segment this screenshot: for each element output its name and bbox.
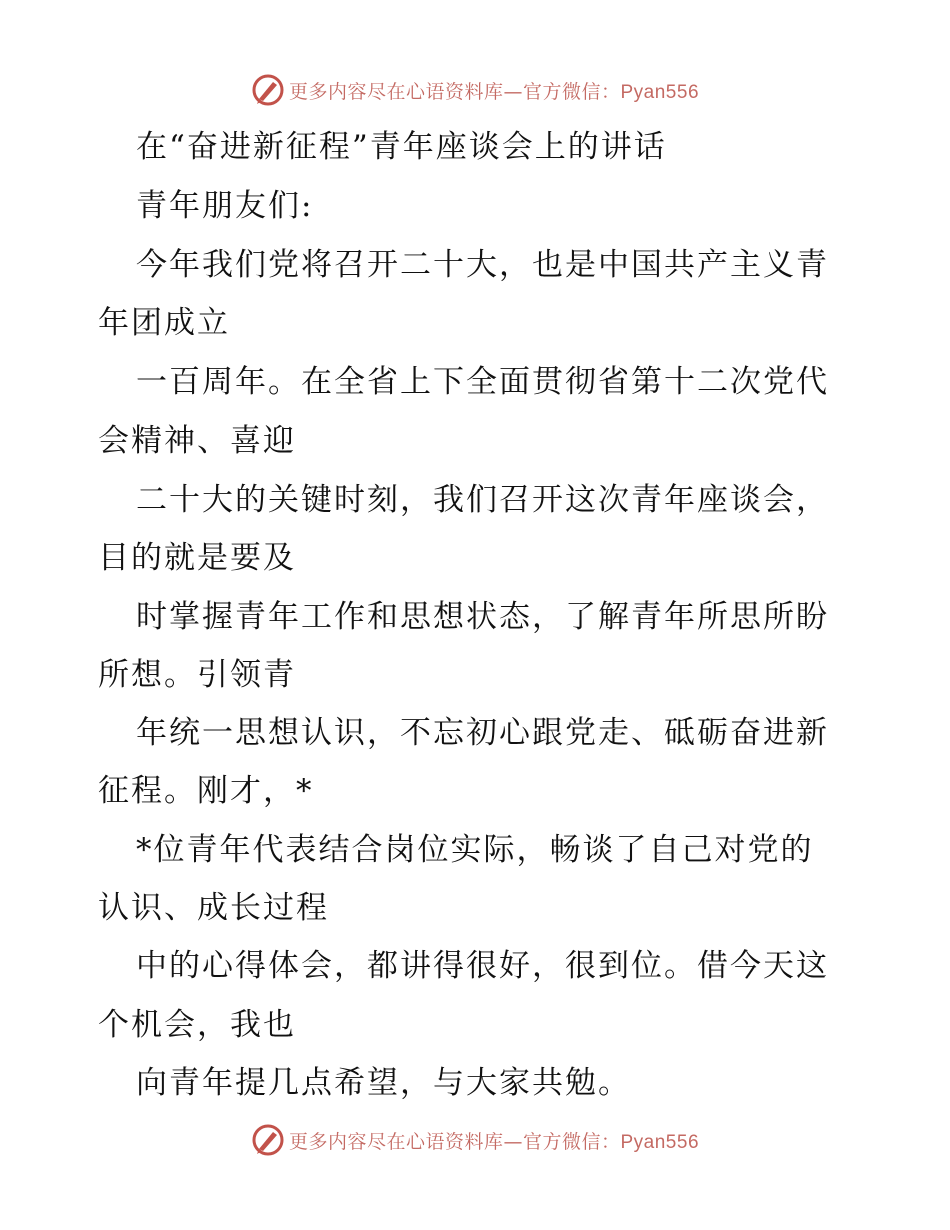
paragraph-line: *位青年代表结合岗位实际，畅谈了自己对党的 bbox=[136, 832, 814, 868]
paragraph-line: 二十大的关键时刻，我们召开这次青年座谈会， bbox=[136, 482, 829, 518]
paragraph-line: 向青年提几点希望，与大家共勉。 bbox=[136, 1065, 631, 1101]
salutation: 青年朋友们: bbox=[136, 188, 314, 224]
paragraph-line: 中的心得体会，都讲得很好，很到位。借今天这 bbox=[136, 948, 829, 984]
header-watermark-label: 更多内容尽在心语资料库—官方微信： bbox=[288, 80, 621, 103]
paragraph-line: 个机会，我也 bbox=[98, 1007, 296, 1043]
footer-watermark-banner bbox=[0, 1122, 950, 1158]
header-wechat-id: Pyan556 bbox=[620, 81, 700, 103]
paragraph-line: 征程。刚才，* bbox=[98, 773, 314, 809]
paragraph-line: 年团成立 bbox=[98, 305, 230, 341]
paragraph-line: 今年我们党将召开二十大，也是中国共产主义青 bbox=[136, 247, 829, 283]
footer-wechat-id: Pyan556 bbox=[620, 1131, 700, 1153]
paragraph-line: 一百周年。在全省上下全面贯彻省第十二次党代 bbox=[136, 364, 829, 400]
paragraph-line: 时掌握青年工作和思想状态，了解青年所思所盼 bbox=[136, 599, 829, 635]
paragraph-line: 会精神、喜迎 bbox=[98, 423, 296, 459]
pen-logo-icon bbox=[251, 1123, 285, 1157]
paragraph-line: 认识、成长过程 bbox=[98, 890, 329, 926]
footer-watermark-text bbox=[289, 1127, 699, 1154]
document-title: 在“奋进新征程”青年座谈会上的讲话 bbox=[136, 129, 667, 165]
paragraph-line: 目的就是要及 bbox=[98, 540, 296, 576]
footer-watermark-label: 更多内容尽在心语资料库—官方微信： bbox=[288, 1130, 621, 1153]
paragraph-line: 所想。引领青 bbox=[98, 657, 296, 693]
paragraph-line: 年统一思想认识，不忘初心跟党走、砥砺奋进新 bbox=[136, 715, 829, 751]
